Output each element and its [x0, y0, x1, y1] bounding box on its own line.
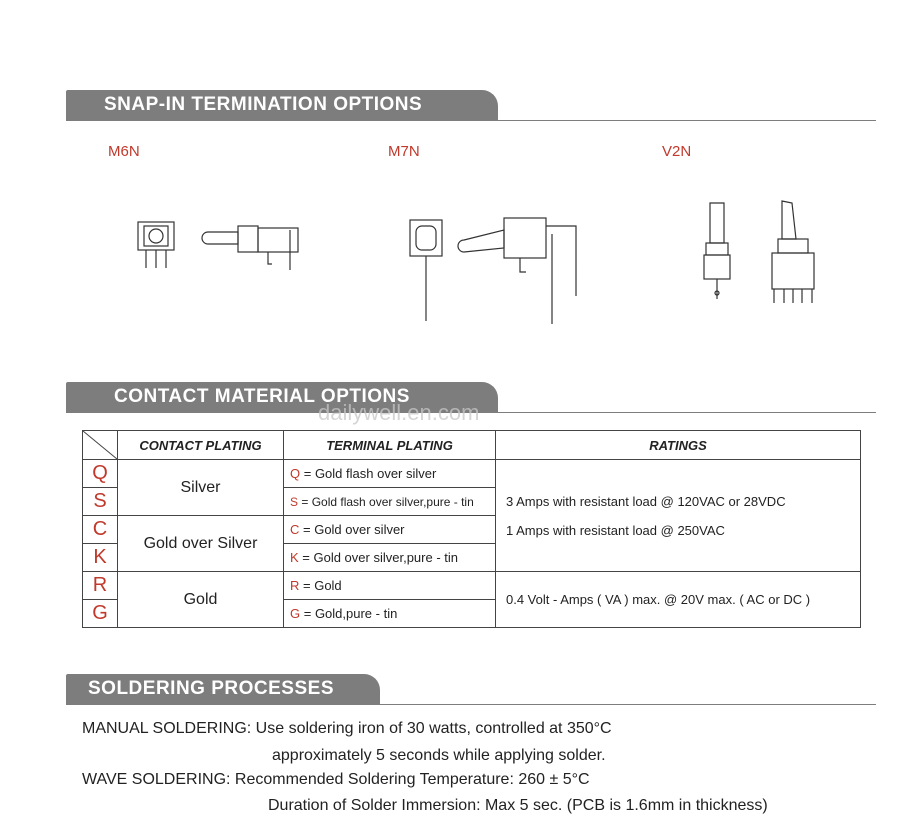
manual-soldering-line: MANUAL SOLDERING: Use soldering iron of 30 watts, controlled at 350°C: [82, 720, 612, 737]
m7n-drawing: [402, 210, 592, 325]
header-contact-plating: CONTACT PLATING: [118, 431, 284, 460]
terminal-plating-cell: K = Gold over silver,pure - tin: [284, 544, 496, 572]
header-ratings: RATINGS: [496, 431, 861, 460]
terminal-plating-cell: R = Gold: [284, 572, 496, 600]
contact-material-table: [82, 430, 861, 628]
m6n-drawing: [130, 210, 310, 280]
contact-plating-cell: Silver: [118, 460, 284, 516]
contact-plating-cell: Gold: [118, 572, 284, 628]
code-letter: R: [83, 572, 118, 600]
manual-soldering-line-2: approximately 5 seconds while applying solder.: [272, 747, 606, 764]
section-header-contact-material: CONTACT MATERIAL OPTIONS: [66, 382, 498, 412]
table-row: [83, 460, 861, 488]
corner-cell: [83, 431, 118, 460]
code-letter: K: [83, 544, 118, 572]
v2n-drawing: [690, 195, 840, 315]
watermark: dailywell.en.com: [318, 400, 480, 425]
wave-soldering-line-2: Duration of Solder Immersion: Max 5 sec. (PCB is 1.6mm in thickness): [268, 797, 768, 814]
code-m7n: M7N: [388, 143, 420, 160]
ratings-cell: 0.4 Volt - Amps ( VA ) max. @ 20V max. ( AC or DC ): [496, 572, 861, 628]
ratings-cell: 3 Amps with resistant load @ 120VAC or 28VDC 1 Amps with resistant load @ 250VAC: [496, 460, 861, 572]
contact-plating-cell: Gold over Silver: [118, 516, 284, 572]
section-divider: [66, 120, 876, 121]
terminal-plating-cell: C = Gold over silver: [284, 516, 496, 544]
section-header-soldering: SOLDERING PROCESSES: [66, 674, 380, 704]
table-header-row: [83, 431, 861, 460]
terminal-plating-cell: S = Gold flash over silver,pure - tin: [284, 488, 496, 516]
header-terminal-plating: TERMINAL PLATING: [284, 431, 496, 460]
wave-soldering-line: WAVE SOLDERING: Recommended Soldering Temperature: 260 ± 5°C: [82, 771, 590, 788]
code-v2n: V2N: [662, 143, 692, 160]
terminal-plating-cell: G = Gold,pure - tin: [284, 600, 496, 628]
code-letter: S: [83, 488, 118, 516]
terminal-plating-cell: Q = Gold flash over silver: [284, 460, 496, 488]
table-row: [83, 572, 861, 600]
section-divider: [66, 704, 876, 705]
code-letter: G: [83, 600, 118, 628]
section-header-snap-in: SNAP-IN TERMINATION OPTIONS: [66, 90, 498, 120]
code-letter: Q: [83, 460, 118, 488]
code-letter: C: [83, 516, 118, 544]
code-m6n: M6N: [108, 143, 140, 160]
